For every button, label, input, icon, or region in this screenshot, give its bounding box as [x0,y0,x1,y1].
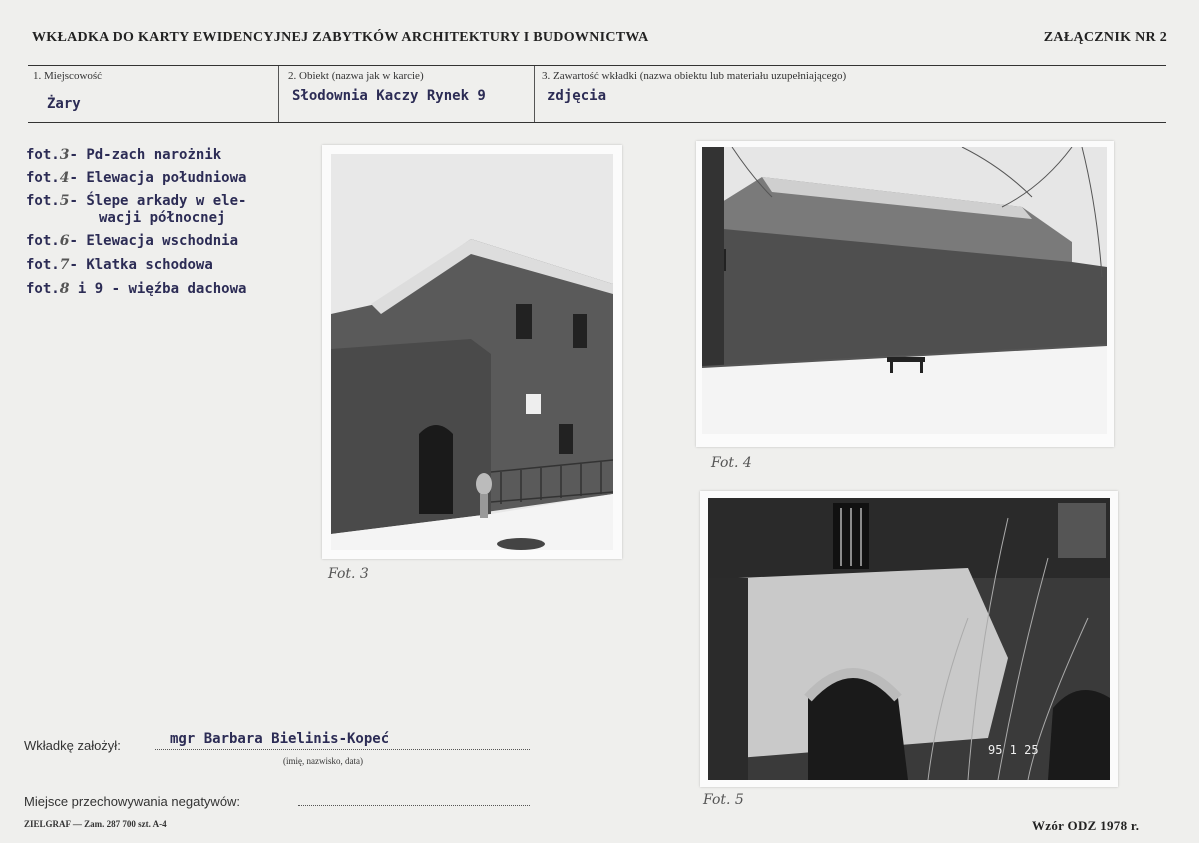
photo-list-item: fot.5- Ślepe arkady w ele- [26,193,247,209]
object-value: Słodownia Kaczy Rynek 9 [292,88,486,104]
photo-list-item: fot.4- Elewacja południowa [26,170,247,186]
caption-fot-5: Fot. 5 [703,792,744,808]
photo-blind-arcades [700,491,1118,787]
photo-blind-arcades-image [708,498,1110,780]
place-value: Żary [47,96,81,112]
template-info: Wzór ODZ 1978 r. [1032,818,1140,833]
field-divider-1 [278,66,279,122]
attachment-number: ZAŁĄCZNIK NR 2 [1043,30,1167,45]
photo-list-item: fot.3- Pd-zach narożnik [26,147,222,163]
photo-southwest-corner-image [331,154,613,550]
photo-list-item: fot.7- Klatka schodowa [26,257,213,273]
photo-south-elevation [696,141,1114,447]
photo-south-elevation-image [702,147,1107,434]
photo-list-item: fot.8 i 9 - więźba dachowa [26,281,247,297]
author-value: mgr Barbara Bielinis-Kopeć [170,731,390,747]
field-divider-2 [534,66,535,122]
object-label: 2. Obiekt (nazwa jak w karcie) [288,70,424,82]
photo-list [26,147,246,304]
printer-info: ZIELGRAF — Zam. 287 700 szt. A-4 [24,819,167,829]
author-line [155,749,530,750]
caption-fot-4: Fot. 4 [711,455,752,471]
form-title: WKŁADKA DO KARTY EWIDENCYJNEJ ZABYTKÓW ARCHITEKTURY I BUDOWNICTWA [32,30,649,45]
negatives-line [298,805,530,806]
photo-list-item: fot.6- Elewacja wschodnia [26,233,239,249]
date-stamp: 95 1 25 [988,743,1039,757]
caption-fot-3: Fot. 3 [328,566,369,582]
photo-southwest-corner [322,145,622,559]
place-label: 1. Miejscowość [33,70,103,82]
header-bottom-rule [28,122,1166,123]
negatives-label: Miejsce przechowywania negatywów: [24,794,241,809]
author-hint: (imię, nazwisko, data) [283,756,363,766]
header-top-rule [28,65,1166,66]
author-label: Wkładkę założył: [24,738,121,753]
content-label: 3. Zawartość wkładki (nazwa obiektu lub materiału uzupełniającego) [542,70,847,82]
photo-list-item: wacji północnej [99,210,226,226]
content-value: zdjęcia [547,88,607,104]
